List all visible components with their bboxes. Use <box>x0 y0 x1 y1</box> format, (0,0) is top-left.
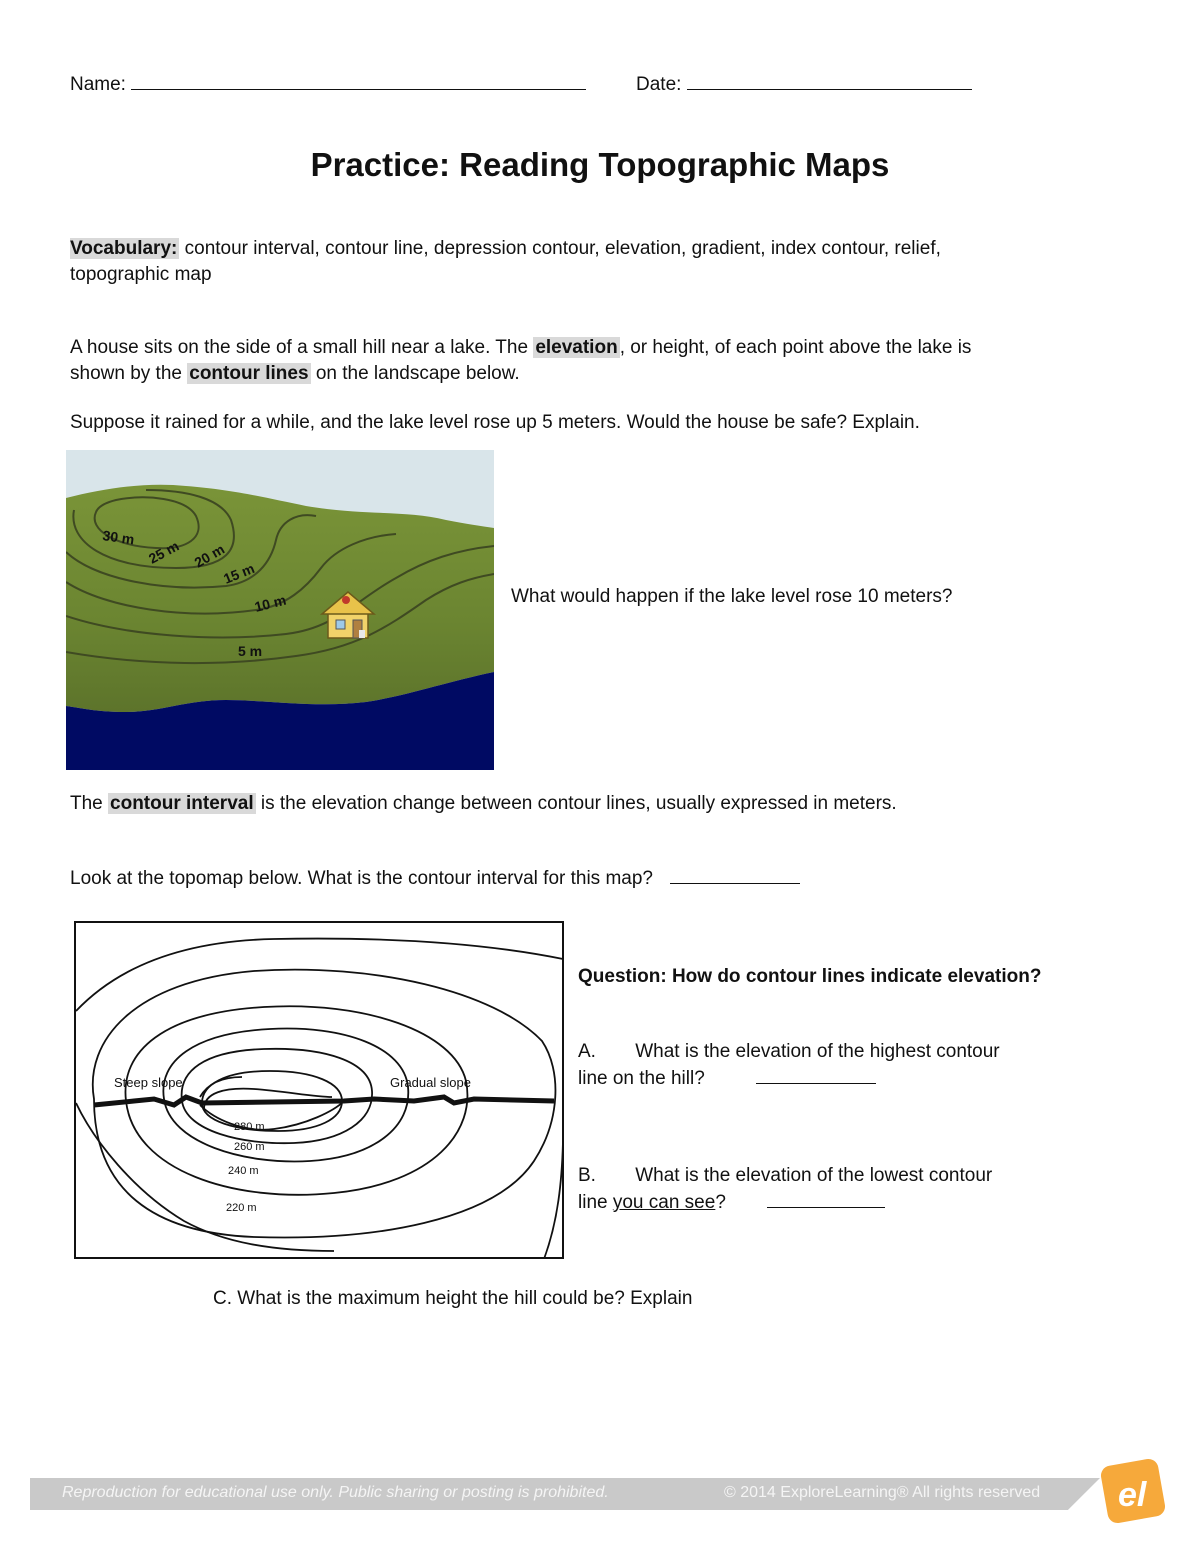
topographic-map <box>74 921 564 1259</box>
map-frame <box>75 922 563 1258</box>
name-line <box>70 71 586 98</box>
intro-text: , or height, of each point above the lake is <box>619 337 972 358</box>
intro-line-1 <box>70 335 971 361</box>
question-a-line-2 <box>578 1065 876 1092</box>
vocabulary-terms-1: contour interval, contour line, depression contour, elevation, gradient, index contour, relief, <box>179 238 941 259</box>
name-label: Name: <box>70 74 126 95</box>
label-240m: 240 m <box>228 1165 259 1177</box>
page-title: Practice: Reading Topographic Maps <box>310 146 890 183</box>
vocabulary-line-1 <box>70 236 941 262</box>
question-a-text: What is the elevation of the highest contour <box>635 1041 1000 1062</box>
term-elevation: elevation <box>535 337 618 358</box>
interval-text: is the elevation change between contour lines, usually expressed in meters. <box>255 793 897 814</box>
interval-answer-blank[interactable] <box>670 865 800 884</box>
question-b-line-2 <box>578 1189 885 1216</box>
question-a-text-2: line on the hill? <box>578 1068 705 1089</box>
question-a-answer-blank[interactable] <box>756 1065 876 1084</box>
label-280m: 280 m <box>234 1121 265 1133</box>
label-220m: 220 m <box>226 1202 257 1214</box>
term-contour-interval: contour interval <box>110 793 254 814</box>
question-interval: Look at the topomap below. What is the contour interval for this map? <box>70 868 653 889</box>
term-contour-lines: contour lines <box>189 363 309 384</box>
question-rain-10: What would happen if the lake level rose 10 meters? <box>511 586 953 607</box>
intro-text: on the landscape below. <box>310 363 520 384</box>
question-b-text-3: ? <box>715 1192 726 1213</box>
label-260m: 260 m <box>234 1141 265 1153</box>
intro-text: shown by the <box>70 363 188 384</box>
label-10m: 10 m <box>252 591 288 615</box>
question-c: C. What is the maximum height the hill could be? Explain <box>213 1288 693 1309</box>
vocabulary-label: Vocabulary: <box>70 238 178 259</box>
question-b-text-2: line <box>578 1192 613 1213</box>
intro-line-2 <box>70 361 520 387</box>
footer-copyright: © 2014 ExploreLearning® All rights reserved <box>724 1484 1041 1501</box>
question-b-text: What is the elevation of the lowest contour <box>635 1165 993 1186</box>
question-a-line-1 <box>578 1039 1000 1065</box>
question-b-answer-blank[interactable] <box>767 1189 885 1208</box>
label-5m: 5 m <box>238 643 263 659</box>
label-25m: 25 m <box>145 537 182 567</box>
label-30m: 30 m <box>101 527 136 548</box>
explorelearning-logo-icon <box>1098 1456 1170 1528</box>
question-b-underlined: you can see <box>612 1192 716 1213</box>
question-rain: Suppose it rained for a while, and the lake level rose up 5 meters. Would the house be safe? Explain. <box>70 412 920 433</box>
footer-disclaimer: Reproduction for educational use only. Public sharing or posting is prohibited. <box>62 1484 609 1501</box>
interval-text: The <box>70 793 109 814</box>
question-interval-line <box>70 865 800 892</box>
vocabulary-terms-2: topographic map <box>70 264 212 285</box>
date-label: Date: <box>636 74 682 95</box>
steep-slope-label: Steep slope <box>114 1075 183 1090</box>
label-20m: 20 m <box>191 540 228 571</box>
question-a-letter: A. <box>578 1041 596 1062</box>
logo-text: el <box>1118 1476 1147 1514</box>
date-blank[interactable] <box>687 71 972 90</box>
question-heading: Question: How do contour lines indicate elevation? <box>578 966 1042 987</box>
gradual-slope-label: Gradual slope <box>390 1075 471 1090</box>
question-b-letter: B. <box>578 1165 596 1186</box>
intro-text: A house sits on the side of a small hill near a lake. The <box>70 337 534 358</box>
label-15m: 15 m <box>221 559 257 587</box>
interval-definition <box>70 791 897 817</box>
question-b-line-1 <box>578 1163 992 1189</box>
landscape-illustration <box>66 450 494 770</box>
name-blank[interactable] <box>131 71 586 90</box>
date-line <box>636 71 972 98</box>
